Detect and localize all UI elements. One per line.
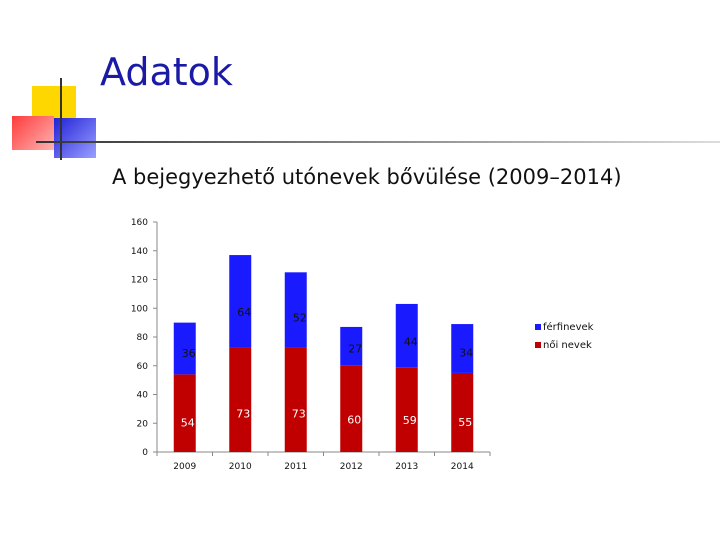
bar-women-2012 [340, 366, 362, 452]
data-label-women-2013: 59 [402, 414, 417, 428]
bar-men-2011 [285, 272, 307, 347]
x-tick-label: 2012 [339, 462, 363, 472]
legend-swatch-women [535, 342, 541, 348]
data-label-men-2010: 64 [237, 305, 252, 319]
y-tick-label: 0 [142, 448, 148, 458]
data-label-men-2013: 44 [403, 335, 418, 349]
bar-women-2014 [451, 373, 473, 452]
legend-label-men: férfinevek [543, 322, 594, 333]
bar-men-2010 [229, 255, 251, 347]
data-label-women-2009: 54 [180, 416, 195, 430]
y-tick-label: 40 [136, 390, 148, 401]
data-label-women-2014: 55 [458, 415, 473, 429]
data-label-men-2014: 34 [459, 346, 474, 360]
data-label-men-2011: 52 [292, 311, 307, 325]
x-tick-label: 2011 [284, 462, 308, 472]
bar-women-2013 [396, 367, 418, 452]
legend-label-women: női nevek [543, 340, 592, 351]
y-tick-label: 120 [130, 275, 148, 286]
page-title: Adatok [100, 50, 233, 94]
y-tick-label: 140 [130, 246, 148, 257]
y-tick-label: 80 [136, 333, 148, 343]
x-tick-label: 2009 [173, 462, 197, 472]
y-tick-label: 160 [130, 218, 148, 228]
data-label-men-2009: 36 [181, 346, 196, 360]
x-tick-label: 2010 [228, 462, 252, 472]
chart-subtitle: A bejegyezhető utónevek bővülése (2009–2014) [112, 165, 622, 189]
data-label-women-2011: 73 [291, 407, 306, 421]
bar-women-2011 [285, 347, 307, 452]
x-tick-label: 2013 [395, 462, 419, 472]
legend-swatch-men [535, 324, 541, 330]
bar-women-2010 [229, 347, 251, 452]
y-tick-label: 100 [130, 304, 148, 315]
data-label-women-2012: 60 [347, 413, 362, 427]
y-tick-label: 60 [136, 361, 148, 372]
data-label-men-2012: 27 [348, 342, 363, 356]
y-tick-label: 20 [136, 419, 148, 430]
x-tick-label: 2014 [450, 462, 474, 472]
data-label-women-2010: 73 [236, 407, 251, 421]
bar-women-2009 [174, 374, 196, 452]
